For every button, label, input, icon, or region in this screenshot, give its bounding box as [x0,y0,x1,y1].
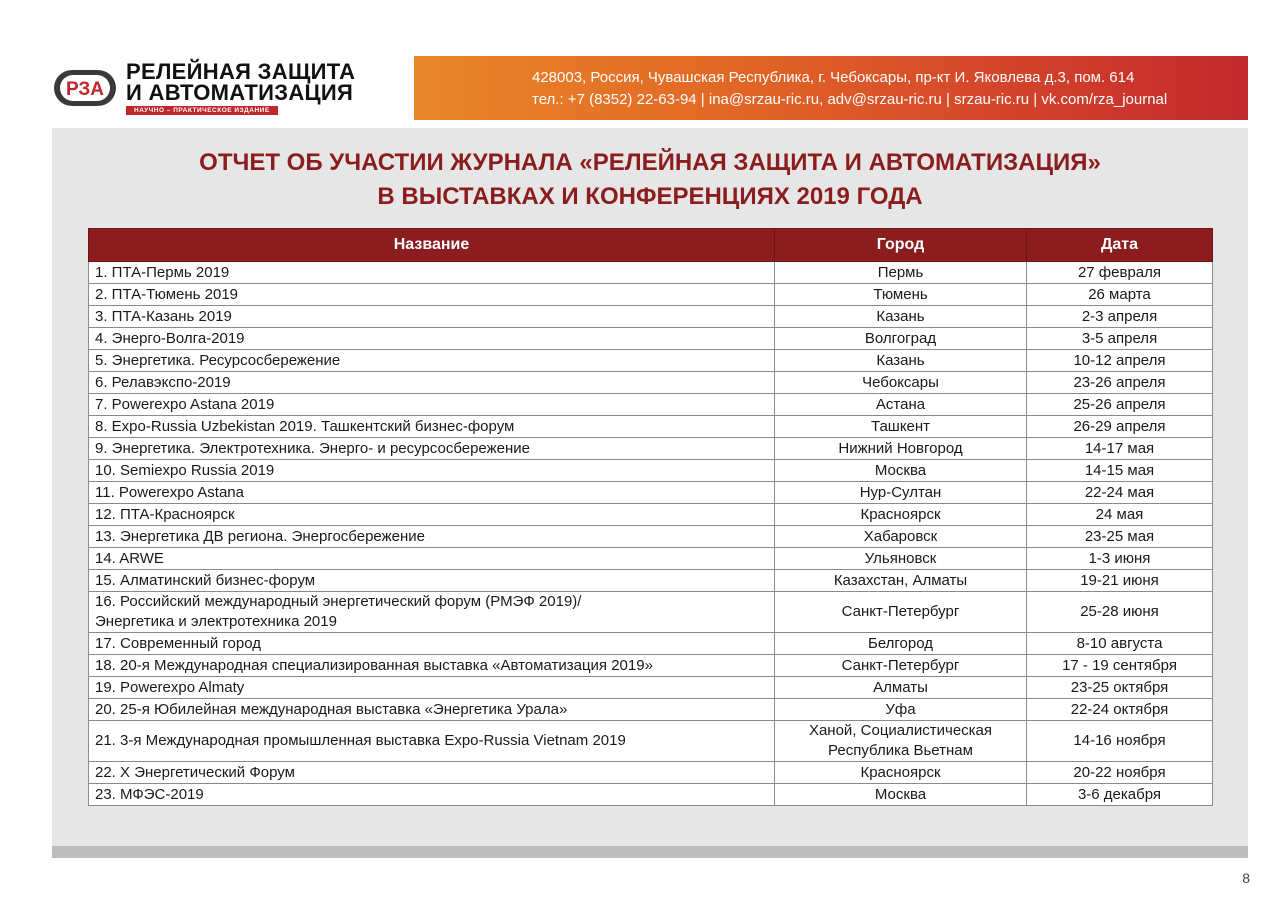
event-city: Астана [775,394,1027,416]
event-name: 14. ARWE [89,548,775,570]
event-date: 14-16 ноября [1027,721,1213,762]
table-row [89,784,1213,806]
table-row [89,284,1213,306]
event-name: 7. Powerexpo Astana 2019 [89,394,775,416]
event-date: 2-3 апреля [1027,306,1213,328]
title-line-1: ОТЧЕТ ОБ УЧАСТИИ ЖУРНАЛА «РЕЛЕЙНАЯ ЗАЩИТА И АВТОМАТИЗАЦИЯ» [199,149,1101,176]
table-row [89,762,1213,784]
event-date: 20-22 ноября [1027,762,1213,784]
event-name: 20. 25-я Юбилейная международная выставка «Энергетика Урала» [89,699,775,721]
event-name: 6. Релавэкспо-2019 [89,372,775,394]
event-date: 26 марта [1027,284,1213,306]
event-city: Санкт-Петербург [775,655,1027,677]
event-name: 19. Powerexpo Almaty [89,677,775,699]
event-city: Хабаровск [775,526,1027,548]
event-city: Красноярск [775,504,1027,526]
event-date: 27 февраля [1027,262,1213,284]
event-name: 13. Энергетика ДВ региона. Энергосбережение [89,526,775,548]
event-city: Тюмень [775,284,1027,306]
table-row [89,633,1213,655]
logo-subtitle: НАУЧНО – ПРАКТИЧЕСКОЕ ИЗДАНИЕ [126,106,278,115]
event-date: 24 мая [1027,504,1213,526]
table-row [89,721,1213,762]
logo-line-2: И АВТОМАТИЗАЦИЯ [126,80,354,105]
event-date: 23-26 апреля [1027,372,1213,394]
logo-line-1: РЕЛЕЙНАЯ ЗАЩИТА [126,59,356,84]
event-name: 3. ПТА-Казань 2019 [89,306,775,328]
journal-logo [52,56,404,120]
event-city: Уфа [775,699,1027,721]
table-row [89,482,1213,504]
event-date: 23-25 октября [1027,677,1213,699]
event-name: 8. Expo-Russia Uzbekistan 2019. Ташкентский бизнес-форум [89,416,775,438]
event-name: 12. ПТА-Красноярск [89,504,775,526]
event-city: Нур-Султан [775,482,1027,504]
table-row [89,394,1213,416]
event-date: 25-28 июня [1027,592,1213,633]
event-city: Пермь [775,262,1027,284]
event-date: 8-10 августа [1027,633,1213,655]
event-date: 14-15 мая [1027,460,1213,482]
event-date: 17 - 19 сентября [1027,655,1213,677]
event-name-line-2: Энергетика и электротехника 2019 [95,613,337,630]
event-date: 19-21 июня [1027,570,1213,592]
table-row [89,677,1213,699]
event-date: 10-12 апреля [1027,350,1213,372]
event-city: Санкт-Петербург [775,592,1027,633]
event-name: 15. Алматинский бизнес-форум [89,570,775,592]
svg-text:РЗА: РЗА [65,79,105,100]
event-name: 23. МФЭС-2019 [89,784,775,806]
table-row [89,350,1213,372]
event-name: 4. Энерго-Волга-2019 [89,328,775,350]
table-row [89,592,1213,633]
event-name: 18. 20-я Международная специализированная выставка «Автоматизация 2019» [89,655,775,677]
rza-logo-icon [52,66,120,110]
event-date: 1-3 июня [1027,548,1213,570]
event-city: Москва [775,784,1027,806]
event-name-line-1: 16. Российский международный энергетический форум (РМЭФ 2019)/ [95,593,582,610]
event-name [89,592,775,633]
table-row [89,416,1213,438]
table-row [89,372,1213,394]
event-date: 26-29 апреля [1027,416,1213,438]
table-row [89,526,1213,548]
panel-bottom-bar [52,846,1248,858]
event-name: 11. Powerexpo Astana [89,482,775,504]
event-date: 3-6 декабря [1027,784,1213,806]
event-city: Казань [775,350,1027,372]
table-row [89,570,1213,592]
column-header-name: Название [89,229,775,262]
event-name: 10. Semiexpo Russia 2019 [89,460,775,482]
header [52,56,1248,120]
column-header-city: Город [775,229,1027,262]
event-name: 22. X Энергетический Форум [89,762,775,784]
event-name: 17. Современный город [89,633,775,655]
table-row [89,460,1213,482]
table-row [89,262,1213,284]
event-name: 5. Энергетика. Ресурсосбережение [89,350,775,372]
page-number: 8 [1242,870,1250,886]
table-header-row [89,229,1213,262]
event-date: 22-24 мая [1027,482,1213,504]
event-city-line-1: Ханой, Социалистическая [808,722,993,739]
title-line-2: В ВЫСТАВКАХ И КОНФЕРЕНЦИЯХ 2019 ГОДА [377,183,923,210]
page-title [52,146,1248,214]
contacts-text: тел.: +7 (8352) 22-63-94 | ina@srzau-ric.ru, adv@srzau-ric.ru | srzau-ric.ru | vk.com/rza_journal [532,91,1168,108]
event-city: Москва [775,460,1027,482]
address-text: 428003, Россия, Чувашская Республика, г. Чебоксары, пр-кт И. Яковлева д.3, пом. 614 [532,69,1135,86]
table-row [89,306,1213,328]
event-city: Казань [775,306,1027,328]
event-name: 2. ПТА-Тюмень 2019 [89,284,775,306]
table-row [89,655,1213,677]
table-row [89,438,1213,460]
event-city-line-2: Республика Вьетнам [828,742,973,759]
event-city: Алматы [775,677,1027,699]
event-city: Волгоград [775,328,1027,350]
event-name: 9. Энергетика. Электротехника. Энерго- и ресурсосбережение [89,438,775,460]
event-date: 23-25 мая [1027,526,1213,548]
event-city: Красноярск [775,762,1027,784]
column-header-date: Дата [1027,229,1213,262]
event-city: Нижний Новгород [775,438,1027,460]
event-date: 3-5 апреля [1027,328,1213,350]
table-row [89,504,1213,526]
event-city [775,721,1027,762]
table-row [89,328,1213,350]
event-name: 21. 3-я Международная промышленная выставка Expo-Russia Vietnam 2019 [89,721,775,762]
event-name: 1. ПТА-Пермь 2019 [89,262,775,284]
event-date: 25-26 апреля [1027,394,1213,416]
event-date: 14-17 мая [1027,438,1213,460]
event-city: Чебоксары [775,372,1027,394]
table-row [89,548,1213,570]
event-city: Ташкент [775,416,1027,438]
event-date: 22-24 октября [1027,699,1213,721]
event-city: Ульяновск [775,548,1027,570]
contact-bar [414,56,1248,120]
table-row [89,699,1213,721]
events-table [88,228,1213,806]
event-city: Казахстан, Алматы [775,570,1027,592]
event-city: Белгород [775,633,1027,655]
